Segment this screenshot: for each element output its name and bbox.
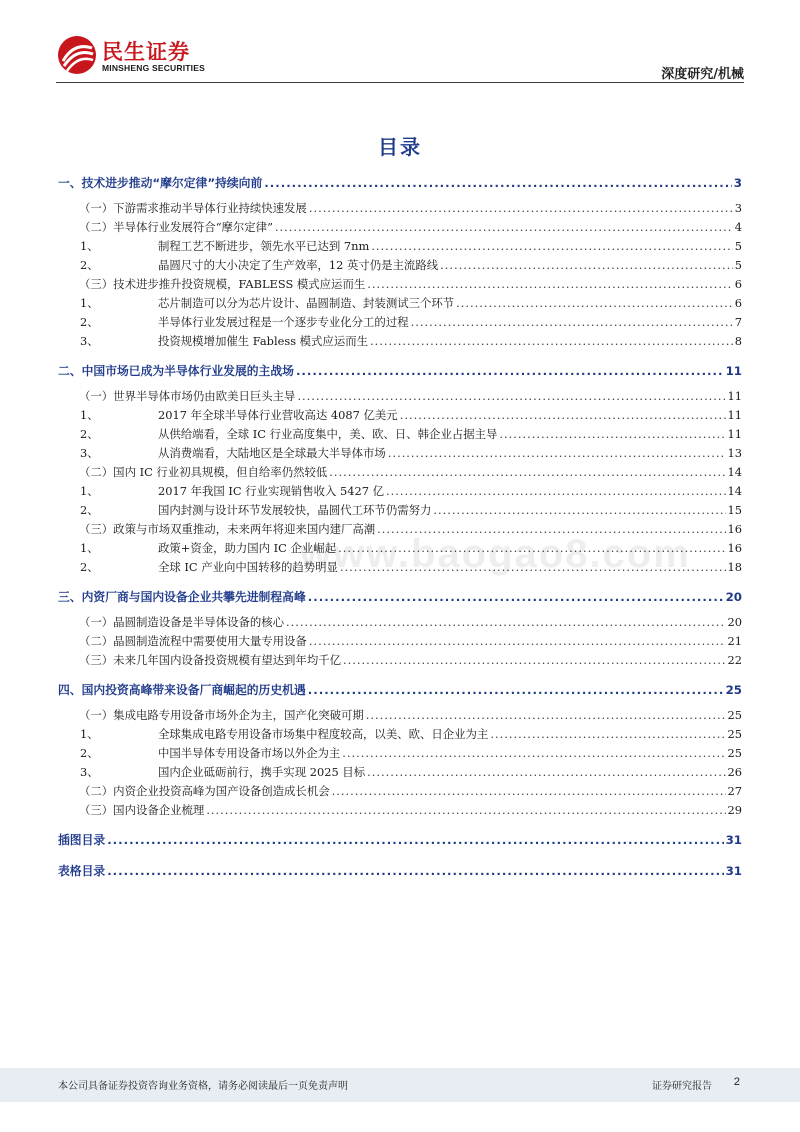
toc-item[interactable]: [58, 332, 742, 351]
footer-doc-type: 证券研究报告: [652, 1081, 712, 1092]
toc-leader: [343, 651, 726, 670]
toc-label: 投资规模增加催生 Fabless 模式应运而生: [158, 334, 368, 348]
toc-leader: [338, 539, 725, 558]
toc-leader: [107, 860, 723, 882]
toc-item[interactable]: [58, 725, 742, 744]
header-divider: [56, 82, 744, 83]
toc-page: 16: [727, 522, 742, 536]
toc-number: 1、: [80, 484, 99, 498]
toc-item[interactable]: [58, 313, 742, 332]
toc-label: （二）内资企业投资高峰为国产设备创造成长机会: [79, 784, 330, 798]
toc-leader: [370, 332, 733, 351]
toc-number: 3、: [80, 446, 99, 460]
toc-page: 3: [733, 176, 742, 190]
toc-label: 全球 IC 产业向中国转移的趋势明显: [158, 560, 338, 574]
toc-leader: [286, 613, 725, 632]
toc-leader: [107, 829, 723, 851]
toc-label: 2017 年全球半导体行业营收高达 4087 亿美元: [158, 408, 398, 422]
toc-section-2[interactable]: [58, 360, 742, 382]
toc-label: 从供给端看，全球 IC 行业高度集中，美、欧、日、韩企业占据主导: [158, 427, 498, 441]
toc-item[interactable]: [58, 558, 742, 577]
toc-page: 11: [727, 427, 742, 441]
toc-item[interactable]: [58, 237, 742, 256]
toc-leader: [367, 763, 725, 782]
toc-leader: [309, 199, 733, 218]
toc-label: 政策+资金，助力国内 IC 企业崛起: [158, 541, 337, 555]
toc-label: 从消费端看，大陆地区是全球最大半导体市场: [158, 446, 386, 460]
toc-leader: [206, 801, 725, 820]
toc-label: 制程工艺不断进步，领先水平已达到 7nm: [158, 239, 370, 253]
toc-leader: [275, 218, 733, 237]
toc-subsection[interactable]: [58, 463, 742, 482]
toc-item[interactable]: [58, 482, 742, 501]
footer-disclaimer: 本公司具备证券投资咨询业务资格，请务必阅读最后一页免责声明: [58, 1081, 348, 1092]
report-category: 深度研究/机械: [661, 67, 744, 82]
toc-item[interactable]: [58, 539, 742, 558]
toc-subsection[interactable]: [58, 651, 742, 670]
toc-page: 16: [727, 541, 742, 555]
toc-page: 14: [727, 465, 742, 479]
toc-leader: [400, 406, 726, 425]
toc-leader: [309, 632, 726, 651]
toc-page: 29: [727, 803, 742, 817]
toc-page: 27: [727, 784, 742, 798]
logo-mark-icon: [56, 34, 98, 76]
toc-label: （二）国内 IC 行业初具规模，但自给率仍然较低: [79, 465, 328, 479]
toc-leader: [386, 482, 726, 501]
toc-label: （三）政策与市场双重推动，未来两年将迎来国内建厂高潮: [79, 522, 376, 536]
page-number: 2: [733, 1076, 740, 1088]
toc-label: 半导体行业发展过程是一个逐步专业化分工的过程: [158, 315, 409, 329]
toc-page: 18: [727, 560, 742, 574]
toc-item[interactable]: [58, 294, 742, 313]
toc-page: 14: [727, 484, 742, 498]
company-logo: [56, 34, 206, 78]
toc-label: 国内封测与设计环节发展较快，晶圆代工环节仍需努力: [158, 503, 432, 517]
toc-number: 1、: [80, 296, 99, 310]
toc-page: 31: [725, 833, 742, 847]
toc-label: 三、内资厂商与国内设备企业共攀先进制程高峰: [58, 590, 306, 604]
toc-leader: [490, 725, 725, 744]
toc-label: 国内企业砥砺前行，携手实现 2025 目标: [158, 765, 366, 779]
toc-item[interactable]: [58, 444, 742, 463]
toc-page: 11: [727, 408, 742, 422]
toc-page: 20: [725, 590, 742, 604]
toc-number: 1、: [80, 541, 99, 555]
toc-leader: [329, 463, 725, 482]
toc-label: （一）集成电路专用设备市场外企为主，国产化突破可期: [79, 708, 364, 722]
logo-chinese-name: 民生证券: [102, 40, 190, 64]
toc-number: 2、: [80, 315, 99, 329]
toc-item[interactable]: [58, 501, 742, 520]
toc-page: 11: [725, 364, 742, 378]
toc-subsection[interactable]: [58, 782, 742, 801]
toc-label: 晶圆尺寸的大小决定了生产效率，12 英寸仍是主流路线: [158, 258, 439, 272]
toc-page: 4: [734, 220, 742, 234]
toc-leader: [340, 558, 726, 577]
toc-page: 25: [725, 683, 742, 697]
toc-page: 6: [734, 277, 742, 291]
toc-table-list[interactable]: [58, 860, 742, 882]
toc-item[interactable]: [58, 256, 742, 275]
toc-leader: [456, 294, 733, 313]
toc-title: 目录: [378, 135, 422, 159]
page-header: [0, 0, 800, 85]
toc-subsection[interactable]: [58, 801, 742, 820]
toc-number: 1、: [80, 727, 99, 741]
toc-label: 2017 年我国 IC 行业实现销售收入 5427 亿: [158, 484, 384, 498]
toc-page: 25: [727, 746, 742, 760]
toc-page: 3: [734, 201, 742, 215]
toc-subsection[interactable]: [58, 387, 742, 406]
toc-label: （三）技术进步推升投资规模，FABLESS 模式应运而生: [79, 277, 366, 291]
toc-page: 31: [725, 864, 742, 878]
toc-item[interactable]: [58, 763, 742, 782]
toc-label: （二）晶圆制造流程中需要使用大量专用设备: [79, 634, 307, 648]
toc-leader: [308, 679, 724, 701]
toc-subsection[interactable]: [58, 520, 742, 539]
toc-subsection[interactable]: [58, 632, 742, 651]
toc-item[interactable]: [58, 744, 742, 763]
toc-page: 13: [727, 446, 742, 460]
toc-leader: [264, 172, 732, 194]
toc-leader: [297, 387, 725, 406]
toc-leader: [367, 275, 733, 294]
toc-figure-list[interactable]: [58, 829, 742, 851]
toc-number: 1、: [80, 239, 99, 253]
watermark: www.baogao8.com: [300, 532, 691, 576]
toc-subsection[interactable]: [58, 275, 742, 294]
toc-number: 2、: [80, 427, 99, 441]
toc-subsection[interactable]: [58, 218, 742, 237]
toc-page: 11: [727, 389, 742, 403]
toc-number: 1、: [80, 408, 99, 422]
toc-label: （一）下游需求推动半导体行业持续快速发展: [79, 201, 307, 215]
toc-label: 全球集成电路专用设备市场集中程度较高，以美、欧、日企业为主: [158, 727, 489, 741]
toc-subsection[interactable]: [58, 613, 742, 632]
toc-number: 3、: [80, 334, 99, 348]
toc-number: 2、: [80, 503, 99, 517]
toc-section-3[interactable]: [58, 586, 742, 608]
toc-page: 20: [727, 615, 742, 629]
toc-leader: [371, 237, 732, 256]
toc-page: 5: [734, 258, 742, 272]
toc-number: 2、: [80, 746, 99, 760]
toc-section-1[interactable]: [58, 172, 742, 194]
toc-label: （三）未来几年国内设备投资规模有望达到年均千亿: [79, 653, 341, 667]
toc-leader: [377, 520, 725, 539]
toc-page: 25: [727, 727, 742, 741]
toc-subsection[interactable]: [58, 706, 742, 725]
page-footer: [0, 1068, 800, 1102]
toc-leader: [332, 782, 726, 801]
toc-subsection[interactable]: [58, 199, 742, 218]
toc-label: 二、中国市场已成为半导体行业发展的主战场: [58, 364, 294, 378]
toc-page: 21: [727, 634, 742, 648]
logo-english-name: MINSHENG SECURITIES: [102, 63, 205, 73]
toc-label: 一、技术进步推动“摩尔定律”持续向前: [58, 176, 263, 190]
toc-page: 25: [727, 708, 742, 722]
toc-number: 2、: [80, 258, 99, 272]
toc-label: 插图目录: [58, 833, 106, 847]
table-of-contents: [58, 172, 742, 882]
toc-item[interactable]: [58, 425, 742, 444]
toc-label: 中国半导体专用设备市场以外企为主: [158, 746, 341, 760]
toc-label: 四、国内投资高峰带来设备厂商崛起的历史机遇: [58, 683, 306, 697]
toc-page: 22: [727, 653, 742, 667]
toc-page: 6: [734, 296, 742, 310]
toc-leader: [440, 256, 733, 275]
toc-label: （三）国内设备企业梳理: [79, 803, 205, 817]
toc-label: （二）半导体行业发展符合“摩尔定律”: [79, 220, 273, 234]
toc-page: 5: [734, 239, 742, 253]
toc-number: 2、: [80, 560, 99, 574]
toc-leader: [433, 501, 725, 520]
toc-leader: [366, 706, 726, 725]
toc-leader: [296, 360, 724, 382]
toc-leader: [308, 586, 724, 608]
toc-page: 7: [734, 315, 742, 329]
toc-leader: [499, 425, 725, 444]
toc-page: 15: [727, 503, 742, 517]
toc-label: （一）世界半导体市场仍由欧美日巨头主导: [79, 389, 296, 403]
toc-label: （一）晶圆制造设备是半导体设备的核心: [79, 615, 285, 629]
toc-number: 3、: [80, 765, 99, 779]
toc-leader: [388, 444, 726, 463]
toc-leader: [411, 313, 733, 332]
toc-item[interactable]: [58, 406, 742, 425]
toc-page: 26: [727, 765, 742, 779]
toc-label: 表格目录: [58, 864, 106, 878]
toc-label: 芯片制造可以分为芯片设计、晶圆制造、封装测试三个环节: [158, 296, 455, 310]
toc-page: 8: [734, 334, 742, 348]
toc-leader: [342, 744, 725, 763]
toc-section-4[interactable]: [58, 679, 742, 701]
